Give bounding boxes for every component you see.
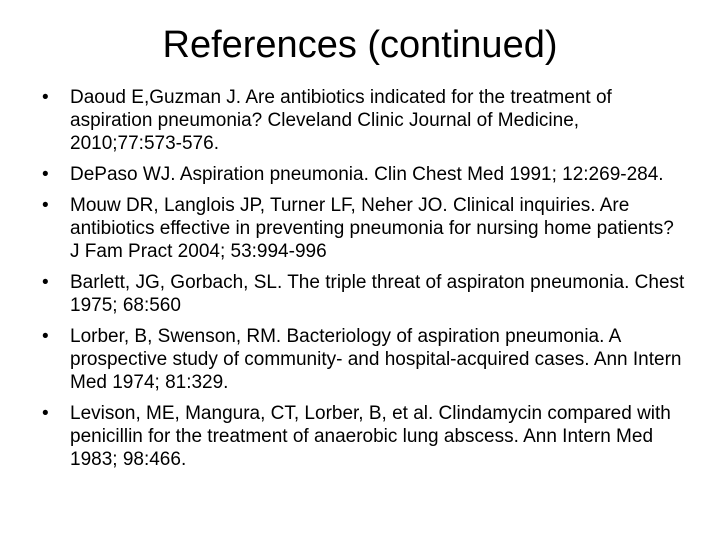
bullet-icon: • — [42, 403, 49, 424]
bullet-icon: • — [42, 326, 49, 347]
reference-text: Lorber, B, Swenson, RM. Bacteriology of aspiration pneumonia. A prospective study of community- and hospital-acquired cases. Ann Intern Med 1974; 81:329. — [70, 326, 682, 393]
reference-item — [36, 271, 686, 317]
reference-text: Daoud E,Guzman J. Are antibiotics indicated for the treatment of aspiration pneumonia? Cleveland Clinic Journal of Medicine, 2010;77:573-576. — [70, 87, 612, 154]
reference-item — [36, 194, 686, 263]
reference-item — [36, 163, 686, 186]
reference-item — [36, 325, 686, 394]
reference-item — [36, 86, 686, 155]
reference-text: DePaso WJ. Aspiration pneumonia. Clin Chest Med 1991; 12:269-284. — [70, 164, 664, 185]
reference-item — [36, 402, 686, 471]
bullet-icon: • — [42, 87, 49, 108]
bullet-icon: • — [42, 164, 49, 185]
reference-list — [36, 86, 686, 479]
reference-text: Mouw DR, Langlois JP, Turner LF, Neher JO. Clinical inquiries. Are antibiotics effective in preventing pneumonia for nursing home patients? J Fam Pract 2004; 53:994-996 — [70, 195, 674, 262]
slide-title: References (continued) — [162, 24, 558, 66]
bullet-icon: • — [42, 272, 49, 293]
bullet-icon: • — [42, 195, 49, 216]
reference-text: Barlett, JG, Gorbach, SL. The triple threat of aspiraton pneumonia. Chest 1975; 68:560 — [70, 272, 685, 316]
reference-text: Levison, ME, Mangura, CT, Lorber, B, et al. Clindamycin compared with penicillin for the treatment of anaerobic lung abscess. Ann Intern Med 1983; 98:466. — [70, 403, 671, 470]
